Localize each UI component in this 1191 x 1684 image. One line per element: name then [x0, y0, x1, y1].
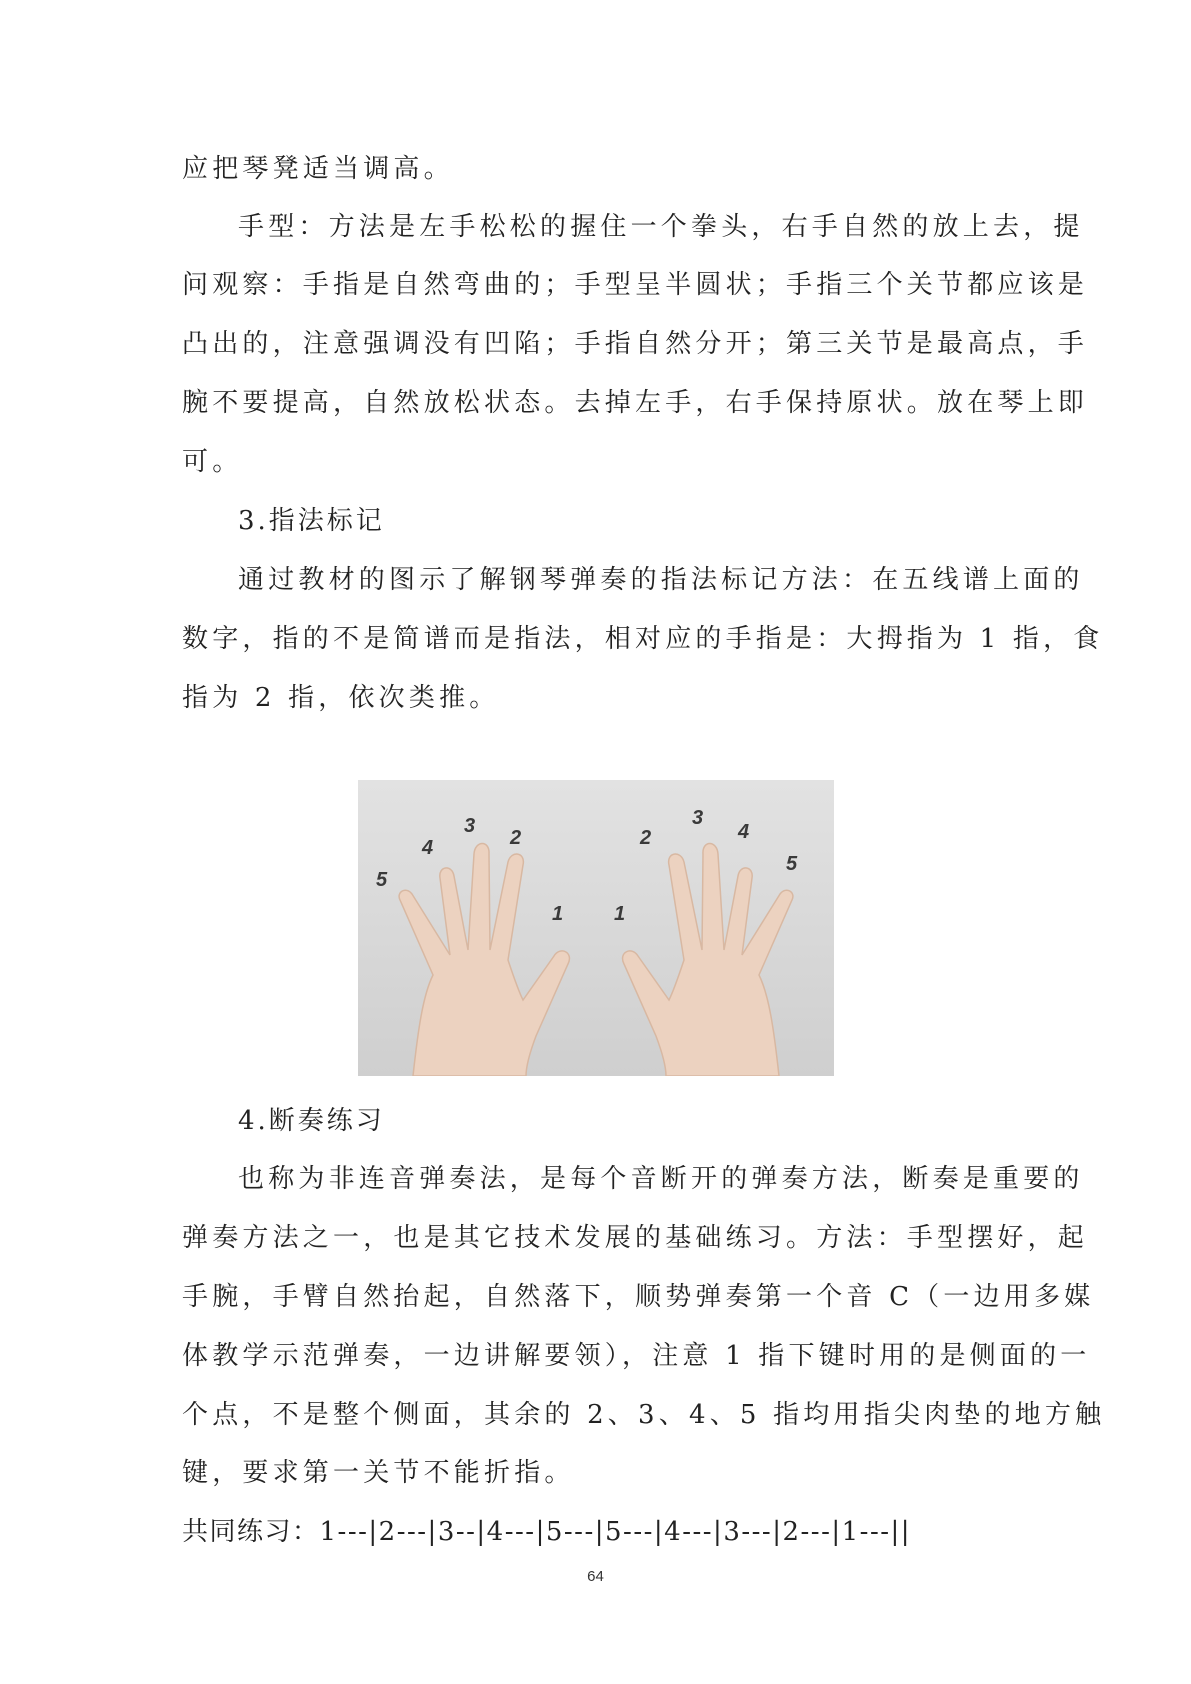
text-line: 通过教材的图示了解钢琴弹奏的指法标记方法：在五线谱上面的 — [238, 565, 1084, 595]
section-heading: 3.指法标记 — [238, 506, 385, 536]
finger-label: 2 — [640, 827, 652, 849]
section-heading: 4.断奏练习 — [238, 1106, 385, 1136]
finger-label: 4 — [422, 837, 434, 859]
text-line: 应把琴凳适当调高。 — [182, 154, 454, 184]
text-line: 腕不要提高，自然放松状态。去掉左手，右手保持原状。放在琴上即 — [182, 388, 1089, 418]
text-line: 凸出的，注意强调没有凹陷；手指自然分开；第三关节是最高点，手 — [182, 329, 1089, 359]
text-line: 指为 2 指，依次类推。 — [182, 683, 500, 713]
page-number: 64 — [587, 1568, 604, 1585]
text-line: 弹奏方法之一，也是其它技术发展的基础练习。方法：手型摆好，起 — [182, 1223, 1089, 1253]
finger-label: 3 — [692, 807, 704, 829]
finger-label: 5 — [376, 869, 388, 891]
text-line: 个点，不是整个侧面，其余的 2、3、4、5 指均用指尖肉垫的地方触 — [182, 1400, 1106, 1430]
text-line: 键，要求第一关节不能折指。 — [182, 1458, 575, 1488]
finger-label: 1 — [552, 903, 564, 925]
text-line: 也称为非连音弹奏法，是每个音断开的弹奏方法，断奏是重要的 — [238, 1164, 1084, 1194]
text-line: 可。 — [182, 447, 243, 477]
finger-numbering-photo — [358, 780, 834, 1076]
finger-label: 1 — [614, 903, 626, 925]
text-line: 数字，指的不是简谱而是指法，相对应的手指是：大拇指为 1 指，食 — [182, 624, 1104, 654]
finger-label: 3 — [464, 815, 476, 837]
text-line: 手型：方法是左手松松的握住一个拳头，右手自然的放上去，提 — [238, 212, 1084, 242]
finger-label: 5 — [786, 853, 798, 875]
finger-label: 4 — [738, 821, 750, 843]
exercise-notation: 共同练习：1---|2---|3--|4---|5---|5---|4---|3---|2---|1---|| — [182, 1517, 912, 1547]
text-line: 手腕，手臂自然抬起，自然落下，顺势弹奏第一个音 C（一边用多媒 — [182, 1282, 1095, 1312]
finger-label: 2 — [510, 827, 522, 849]
text-line: 体教学示范弹奏，一边讲解要领），注意 1 指下键时用的是侧面的一 — [182, 1341, 1091, 1371]
text-line: 问观察：手指是自然弯曲的；手型呈半圆状；手指三个关节都应该是 — [182, 270, 1089, 300]
